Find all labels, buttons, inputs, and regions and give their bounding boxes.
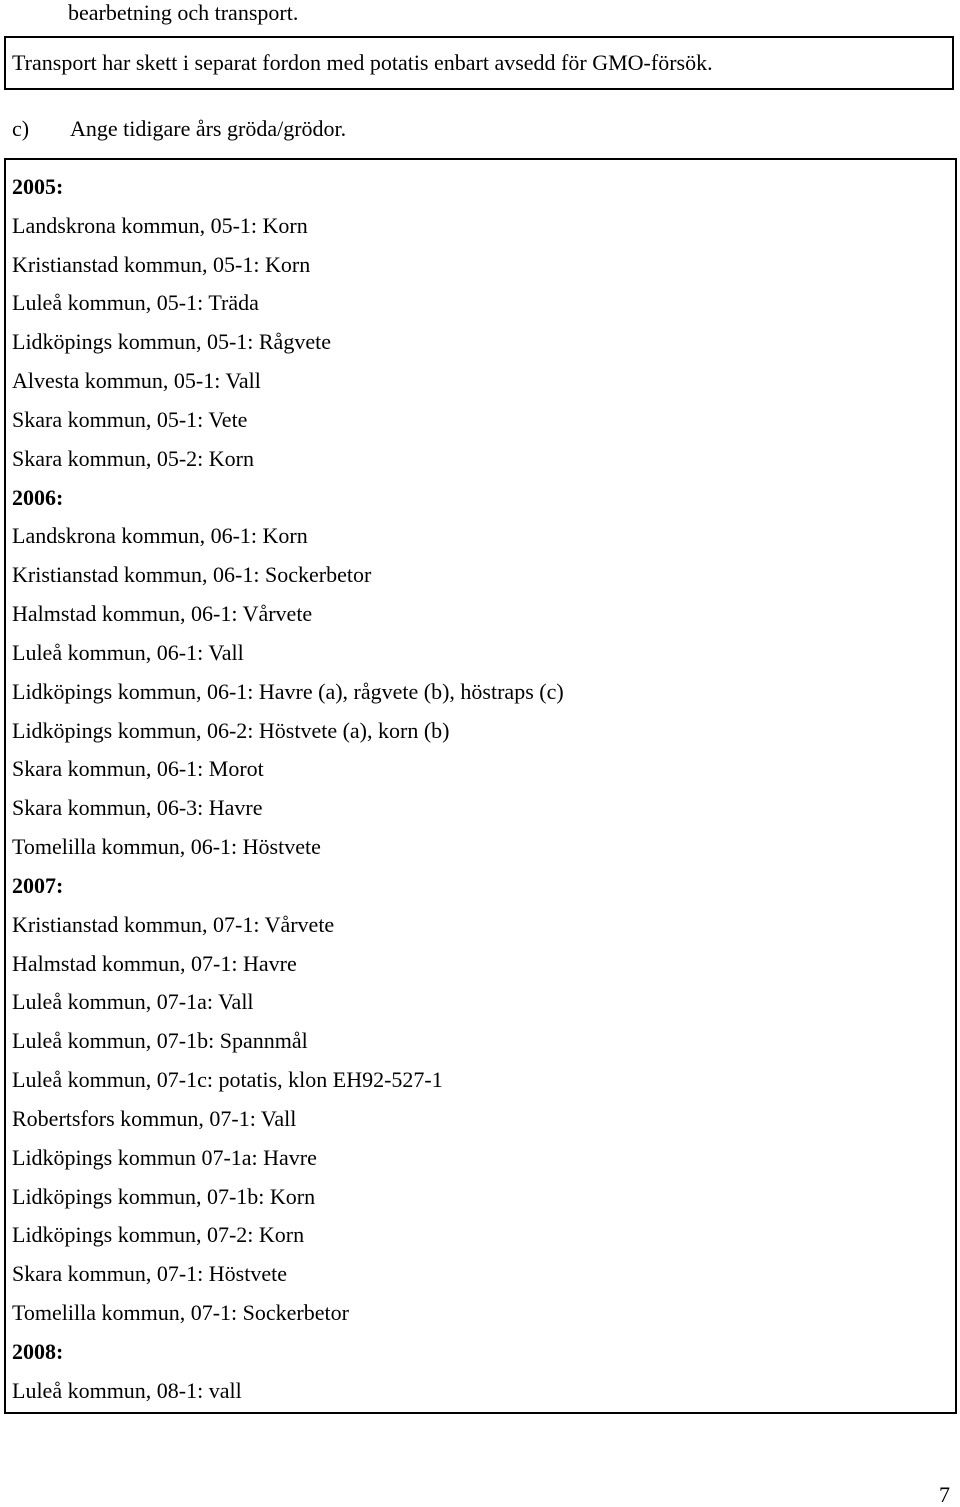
list-item: Lidköpings kommun, 06-1: Havre (a), rågvete (b), höstraps (c) [12, 678, 564, 704]
list-item: Lidköpings kommun, 05-1: Rågvete [12, 329, 331, 355]
list-item: Luleå kommun, 07-1c: potatis, klon EH92-527-1 [12, 1067, 443, 1093]
list-item: Tomelilla kommun, 07-1: Sockerbetor [12, 1300, 349, 1326]
list-item: Lidköpings kommun, 07-2: Korn [12, 1222, 305, 1248]
list-item: Luleå kommun, 08-1: vall [12, 1377, 242, 1403]
list-item: Luleå kommun, 06-1: Vall [12, 639, 244, 665]
year-heading: 2006: [12, 484, 64, 510]
year-heading: 2007: [12, 872, 64, 898]
list-item: Lidköpings kommun, 07-1b: Korn [12, 1183, 316, 1209]
year-heading: 2005: [12, 174, 64, 199]
year-heading: 2008: [12, 1338, 64, 1364]
list-item: Halmstad kommun, 07-1: Havre [12, 950, 297, 976]
list-item: Skara kommun, 05-2: Korn [12, 445, 254, 471]
list-item: Robertsfors kommun, 07-1: Vall [12, 1105, 297, 1131]
list-item: Luleå kommun, 07-1b: Spannmål [12, 1028, 308, 1054]
continued-text-line: bearbetning och transport. [68, 0, 299, 25]
question-letter: c) [12, 116, 30, 141]
list-item: Lidköpings kommun 07-1a: Havre [12, 1144, 317, 1170]
page-number: 7 [939, 1482, 950, 1507]
list-item: Skara kommun, 07-1: Höstvete [12, 1261, 287, 1287]
list-item: Kristianstad kommun, 07-1: Vårvete [12, 911, 335, 937]
list-item: Lidköpings kommun, 06-2: Höstvete (a), korn (b) [12, 717, 450, 743]
list-item: Luleå kommun, 07-1a: Vall [12, 989, 254, 1015]
list-item: Landskrona kommun, 05-1: Korn [12, 212, 308, 238]
question-c [12, 116, 346, 142]
list-item: Skara kommun, 06-3: Havre [12, 795, 263, 821]
list-item: Skara kommun, 05-1: Vete [12, 406, 248, 432]
list-item: Tomelilla kommun, 06-1: Höstvete [12, 834, 321, 860]
previous-crops-answer-box [4, 158, 957, 1414]
list-item: Skara kommun, 06-1: Morot [12, 756, 264, 782]
list-item: Alvesta kommun, 05-1: Vall [12, 368, 261, 394]
list-item: Luleå kommun, 05-1: Träda [12, 290, 259, 316]
list-item: Kristianstad kommun, 06-1: Sockerbetor [12, 562, 372, 588]
transport-answer-box [4, 36, 954, 90]
transport-answer-text: Transport har skett i separat fordon med potatis enbart avsedd för GMO-försök. [12, 50, 713, 75]
list-item: Kristianstad kommun, 05-1: Korn [12, 251, 311, 277]
previous-crops-list [12, 172, 564, 1415]
list-item: Landskrona kommun, 06-1: Korn [12, 523, 308, 549]
list-item: Halmstad kommun, 06-1: Vårvete [12, 601, 313, 627]
question-text: Ange tidigare års gröda/grödor. [70, 116, 347, 141]
